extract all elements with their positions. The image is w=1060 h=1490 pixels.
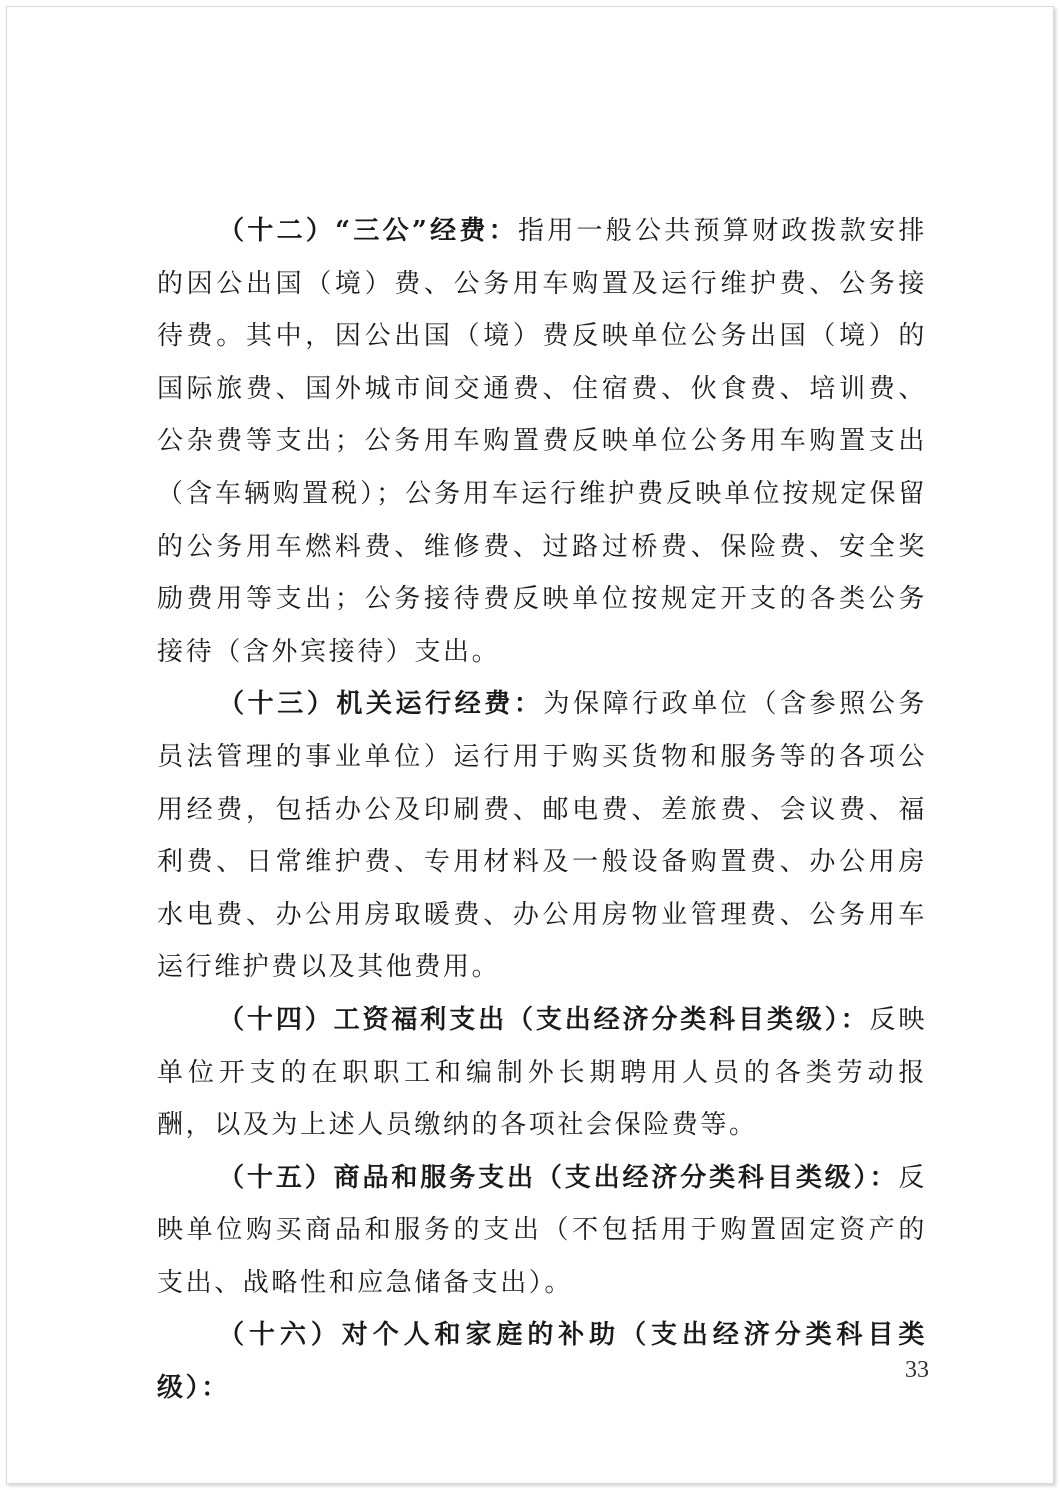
paragraph-13 xyxy=(157,678,927,994)
page xyxy=(6,6,1054,1484)
paragraph-16 xyxy=(157,1309,927,1414)
paragraph-heading: （十三）机关运行经费： xyxy=(218,689,544,720)
page-number: 33 xyxy=(905,1357,929,1383)
paragraph-15 xyxy=(157,1152,927,1310)
document-body xyxy=(157,205,927,1415)
paragraph-12 xyxy=(157,205,927,678)
paragraph-text: 指用一般公共预算财政拨款安排的因公出国（境）费、公务用车购置及运行维护费、公务接待费。其中，因公出国（境）费反映单位公务出国（境）的国际旅费、国外城市间交通费、住宿费、伙食费、培训费、公杂费等支出；公务用车购置费反映单位公务用车购置支出（含车辆购置税）；公务用车运行维护费反映单位按规定保留的公务用车燃料费、维修费、过路过桥费、保险费、安全奖励费用等支出；公务接待费反映单位按规定开支的各类公务接待（含外宾接待）支出。 xyxy=(157,216,927,667)
paragraph-text: 反映单位开支的在职职工和编制外长期聘用人员的各类劳动报酬，以及为上述人员缴纳的各项社会保险费等。 xyxy=(157,1004,927,1141)
paragraph-heading: （十二）“三公”经费： xyxy=(218,216,518,246)
paragraph-text: 为保障行政单位（含参照公务员法管理的事业单位）运行用于购买货物和服务等的各项公用经费，包括办公及印刷费、邮电费、差旅费、会议费、福利费、日常维护费、专用材料及一般设备购置费、办公用房水电费、办公用房取暖费、办公用房物业管理费、公务用车运行维护费以及其他费用。 xyxy=(157,689,927,983)
paragraph-14 xyxy=(157,994,927,1152)
paragraph-heading: （十五）商品和服务支出（支出经济分类科目类级）： xyxy=(218,1162,899,1193)
paragraph-text: 反映单位购买商品和服务的支出（不包括用于购置固定资产的支出、战略性和应急储备支出）。 xyxy=(157,1162,927,1298)
paragraph-heading: （十四）工资福利支出（支出经济分类科目类级）： xyxy=(218,1004,870,1035)
paragraph-heading: （十六）对个人和家庭的补助（支出经济分类科目类级）： xyxy=(157,1320,927,1404)
